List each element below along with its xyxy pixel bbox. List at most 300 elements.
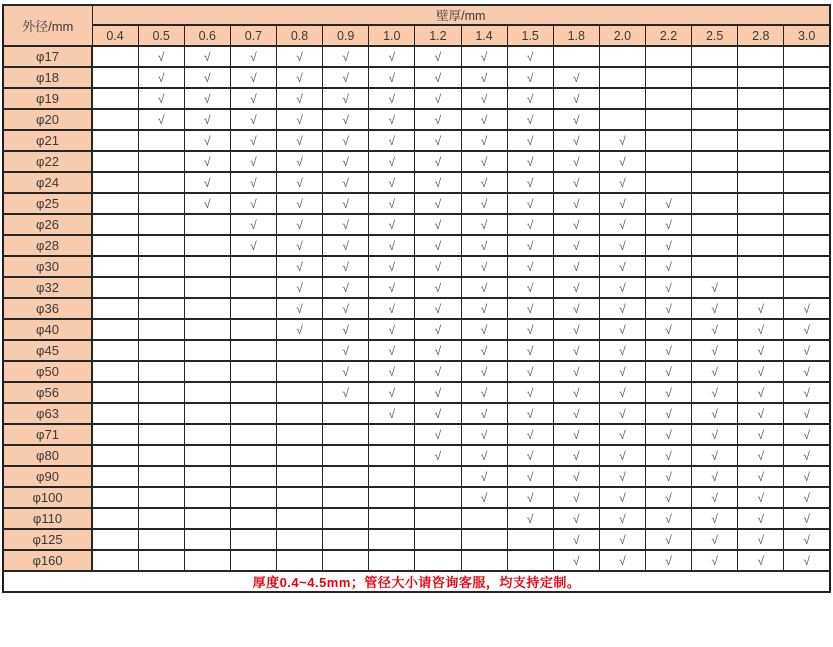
availability-check-cell: √ [738, 382, 784, 403]
availability-check-cell: √ [507, 466, 553, 487]
availability-check-cell: √ [230, 214, 276, 235]
availability-check-cell: √ [507, 487, 553, 508]
availability-check-cell: √ [323, 298, 369, 319]
empty-cell [92, 214, 138, 235]
table-row [3, 424, 830, 445]
empty-cell [738, 46, 784, 67]
table-row [3, 550, 830, 571]
availability-check-cell: √ [553, 67, 599, 88]
availability-check-cell: √ [369, 235, 415, 256]
empty-cell [92, 67, 138, 88]
availability-check-cell: √ [738, 550, 784, 571]
header-row-top [3, 5, 830, 25]
availability-check-cell: √ [230, 172, 276, 193]
availability-check-cell: √ [138, 46, 184, 67]
availability-check-cell: √ [646, 487, 692, 508]
empty-cell [599, 67, 645, 88]
empty-cell [138, 340, 184, 361]
empty-cell [138, 151, 184, 172]
empty-cell [92, 277, 138, 298]
availability-check-cell: √ [323, 151, 369, 172]
empty-cell [277, 445, 323, 466]
thickness-header-cell: 1.0 [369, 25, 415, 46]
diameter-cell: φ17 [3, 46, 92, 67]
availability-check-cell: √ [415, 193, 461, 214]
availability-check-cell: √ [369, 193, 415, 214]
availability-check-cell: √ [599, 277, 645, 298]
availability-check-cell: √ [553, 256, 599, 277]
table-row [3, 361, 830, 382]
empty-cell [784, 88, 830, 109]
empty-cell [692, 88, 738, 109]
wall-thickness-label: 壁厚/mm [92, 5, 830, 25]
empty-cell [784, 214, 830, 235]
availability-check-cell: √ [415, 256, 461, 277]
empty-cell [599, 109, 645, 130]
diameter-cell: φ90 [3, 466, 92, 487]
availability-check-cell: √ [507, 403, 553, 424]
availability-check-cell: √ [507, 424, 553, 445]
availability-check-cell: √ [553, 319, 599, 340]
empty-cell [738, 109, 784, 130]
availability-check-cell: √ [646, 445, 692, 466]
availability-check-cell: √ [507, 235, 553, 256]
empty-cell [738, 214, 784, 235]
table-row [3, 487, 830, 508]
availability-check-cell: √ [553, 550, 599, 571]
diameter-cell: φ45 [3, 340, 92, 361]
empty-cell [369, 466, 415, 487]
availability-check-cell: √ [323, 193, 369, 214]
empty-cell [461, 529, 507, 550]
availability-check-cell: √ [784, 466, 830, 487]
empty-cell [184, 529, 230, 550]
availability-check-cell: √ [553, 277, 599, 298]
availability-check-cell: √ [599, 445, 645, 466]
thickness-header-cell: 0.6 [184, 25, 230, 46]
availability-check-cell: √ [784, 550, 830, 571]
empty-cell [646, 67, 692, 88]
availability-check-cell: √ [738, 403, 784, 424]
empty-cell [646, 172, 692, 193]
table-row [3, 151, 830, 172]
availability-check-cell: √ [553, 109, 599, 130]
empty-cell [599, 46, 645, 67]
empty-cell [92, 172, 138, 193]
empty-cell [92, 508, 138, 529]
empty-cell [323, 550, 369, 571]
table-row [3, 508, 830, 529]
availability-check-cell: √ [415, 319, 461, 340]
availability-check-cell: √ [369, 151, 415, 172]
availability-check-cell: √ [461, 382, 507, 403]
availability-check-cell: √ [415, 298, 461, 319]
availability-check-cell: √ [599, 193, 645, 214]
table-row [3, 67, 830, 88]
empty-cell [277, 340, 323, 361]
empty-cell [738, 172, 784, 193]
empty-cell [230, 403, 276, 424]
empty-cell [138, 277, 184, 298]
availability-check-cell: √ [784, 319, 830, 340]
thickness-header-cell: 2.5 [692, 25, 738, 46]
availability-check-cell: √ [599, 361, 645, 382]
availability-check-cell: √ [553, 529, 599, 550]
availability-check-cell: √ [507, 508, 553, 529]
availability-check-cell: √ [507, 361, 553, 382]
availability-check-cell: √ [230, 235, 276, 256]
availability-check-cell: √ [599, 466, 645, 487]
availability-check-cell: √ [138, 109, 184, 130]
availability-check-cell: √ [599, 550, 645, 571]
empty-cell [692, 256, 738, 277]
availability-check-cell: √ [230, 130, 276, 151]
empty-cell [138, 382, 184, 403]
empty-cell [277, 529, 323, 550]
availability-check-cell: √ [323, 319, 369, 340]
availability-check-cell: √ [646, 529, 692, 550]
empty-cell [415, 508, 461, 529]
empty-cell [184, 403, 230, 424]
empty-cell [599, 88, 645, 109]
availability-check-cell: √ [461, 403, 507, 424]
availability-check-cell: √ [461, 46, 507, 67]
availability-check-cell: √ [277, 172, 323, 193]
empty-cell [138, 529, 184, 550]
availability-check-cell: √ [692, 340, 738, 361]
empty-cell [230, 361, 276, 382]
availability-check-cell: √ [553, 193, 599, 214]
availability-check-cell: √ [369, 277, 415, 298]
availability-check-cell: √ [369, 130, 415, 151]
empty-cell [415, 529, 461, 550]
availability-check-cell: √ [415, 277, 461, 298]
availability-check-cell: √ [415, 109, 461, 130]
table-row [3, 277, 830, 298]
table-row [3, 466, 830, 487]
availability-check-cell: √ [646, 466, 692, 487]
empty-cell [138, 466, 184, 487]
empty-cell [369, 529, 415, 550]
availability-check-cell: √ [369, 88, 415, 109]
empty-cell [692, 235, 738, 256]
availability-check-cell: √ [277, 256, 323, 277]
availability-check-cell: √ [599, 130, 645, 151]
availability-check-cell: √ [184, 193, 230, 214]
availability-check-cell: √ [784, 508, 830, 529]
diameter-cell: φ71 [3, 424, 92, 445]
availability-check-cell: √ [323, 67, 369, 88]
thickness-header-cell: 0.9 [323, 25, 369, 46]
availability-check-cell: √ [507, 151, 553, 172]
diameter-cell: φ63 [3, 403, 92, 424]
availability-check-cell: √ [230, 67, 276, 88]
thickness-header-cell: 1.5 [507, 25, 553, 46]
empty-cell [738, 130, 784, 151]
availability-check-cell: √ [461, 88, 507, 109]
empty-cell [738, 151, 784, 172]
availability-check-cell: √ [646, 340, 692, 361]
availability-check-cell: √ [646, 424, 692, 445]
availability-check-cell: √ [599, 172, 645, 193]
empty-cell [323, 403, 369, 424]
availability-check-cell: √ [415, 424, 461, 445]
diameter-cell: φ110 [3, 508, 92, 529]
diameter-cell: φ20 [3, 109, 92, 130]
availability-check-cell: √ [553, 214, 599, 235]
availability-check-cell: √ [323, 382, 369, 403]
availability-check-cell: √ [277, 151, 323, 172]
empty-cell [92, 151, 138, 172]
availability-check-cell: √ [599, 424, 645, 445]
empty-cell [461, 508, 507, 529]
availability-check-cell: √ [369, 340, 415, 361]
availability-check-cell: √ [461, 67, 507, 88]
availability-check-cell: √ [646, 319, 692, 340]
availability-check-cell: √ [461, 172, 507, 193]
empty-cell [784, 46, 830, 67]
availability-check-cell: √ [738, 340, 784, 361]
availability-check-cell: √ [553, 508, 599, 529]
empty-cell [738, 67, 784, 88]
availability-check-cell: √ [461, 193, 507, 214]
empty-cell [692, 193, 738, 214]
availability-check-cell: √ [184, 46, 230, 67]
empty-cell [692, 109, 738, 130]
availability-check-cell: √ [461, 487, 507, 508]
empty-cell [507, 550, 553, 571]
availability-check-cell: √ [646, 382, 692, 403]
empty-cell [277, 424, 323, 445]
availability-check-cell: √ [646, 214, 692, 235]
empty-cell [507, 529, 553, 550]
availability-check-cell: √ [553, 340, 599, 361]
availability-check-cell: √ [646, 193, 692, 214]
availability-check-cell: √ [738, 508, 784, 529]
availability-check-cell: √ [784, 403, 830, 424]
table-row [3, 340, 830, 361]
empty-cell [738, 235, 784, 256]
availability-check-cell: √ [369, 361, 415, 382]
availability-check-cell: √ [415, 151, 461, 172]
availability-check-cell: √ [646, 256, 692, 277]
availability-check-cell: √ [646, 550, 692, 571]
availability-check-cell: √ [277, 277, 323, 298]
diameter-cell: φ50 [3, 361, 92, 382]
availability-check-cell: √ [415, 67, 461, 88]
availability-check-cell: √ [553, 445, 599, 466]
availability-check-cell: √ [323, 277, 369, 298]
availability-check-cell: √ [738, 361, 784, 382]
diameter-cell: φ26 [3, 214, 92, 235]
empty-cell [92, 424, 138, 445]
availability-check-cell: √ [553, 466, 599, 487]
availability-check-cell: √ [415, 445, 461, 466]
empty-cell [646, 130, 692, 151]
empty-cell [738, 256, 784, 277]
diameter-cell: φ56 [3, 382, 92, 403]
empty-cell [784, 235, 830, 256]
thickness-header-cell: 2.0 [599, 25, 645, 46]
empty-cell [230, 382, 276, 403]
empty-cell [323, 508, 369, 529]
availability-check-cell: √ [646, 235, 692, 256]
availability-check-cell: √ [507, 130, 553, 151]
thickness-header-cell: 0.5 [138, 25, 184, 46]
empty-cell [92, 319, 138, 340]
empty-cell [92, 130, 138, 151]
availability-check-cell: √ [184, 109, 230, 130]
availability-check-cell: √ [692, 424, 738, 445]
availability-check-cell: √ [692, 550, 738, 571]
empty-cell [784, 193, 830, 214]
empty-cell [230, 550, 276, 571]
empty-cell [692, 46, 738, 67]
empty-cell [784, 109, 830, 130]
empty-cell [646, 88, 692, 109]
empty-cell [784, 151, 830, 172]
empty-cell [92, 46, 138, 67]
availability-check-cell: √ [230, 46, 276, 67]
availability-check-cell: √ [461, 235, 507, 256]
availability-check-cell: √ [692, 277, 738, 298]
empty-cell [369, 508, 415, 529]
empty-cell [184, 319, 230, 340]
availability-check-cell: √ [230, 109, 276, 130]
empty-cell [138, 298, 184, 319]
table-header [3, 5, 830, 46]
availability-check-cell: √ [461, 445, 507, 466]
availability-check-cell: √ [599, 403, 645, 424]
availability-check-cell: √ [507, 67, 553, 88]
availability-check-cell: √ [184, 130, 230, 151]
empty-cell [138, 487, 184, 508]
availability-check-cell: √ [553, 487, 599, 508]
availability-check-cell: √ [507, 109, 553, 130]
availability-check-cell: √ [138, 88, 184, 109]
empty-cell [184, 424, 230, 445]
empty-cell [277, 550, 323, 571]
availability-check-cell: √ [461, 256, 507, 277]
availability-check-cell: √ [230, 88, 276, 109]
empty-cell [184, 508, 230, 529]
table-row [3, 298, 830, 319]
availability-check-cell: √ [277, 130, 323, 151]
empty-cell [692, 151, 738, 172]
table-row [3, 382, 830, 403]
table-row [3, 130, 830, 151]
availability-check-cell: √ [507, 382, 553, 403]
availability-check-cell: √ [369, 172, 415, 193]
empty-cell [92, 382, 138, 403]
availability-check-cell: √ [323, 214, 369, 235]
availability-check-cell: √ [553, 424, 599, 445]
availability-check-cell: √ [692, 403, 738, 424]
availability-check-cell: √ [692, 466, 738, 487]
empty-cell [92, 193, 138, 214]
table-row [3, 109, 830, 130]
diameter-cell: φ125 [3, 529, 92, 550]
availability-check-cell: √ [415, 172, 461, 193]
empty-cell [92, 550, 138, 571]
empty-cell [692, 214, 738, 235]
availability-check-cell: √ [415, 382, 461, 403]
availability-check-cell: √ [461, 466, 507, 487]
availability-check-cell: √ [784, 445, 830, 466]
availability-check-cell: √ [277, 193, 323, 214]
empty-cell [138, 130, 184, 151]
availability-check-cell: √ [323, 340, 369, 361]
diameter-cell: φ40 [3, 319, 92, 340]
availability-check-cell: √ [461, 424, 507, 445]
availability-check-cell: √ [599, 382, 645, 403]
availability-check-cell: √ [461, 214, 507, 235]
availability-check-cell: √ [646, 403, 692, 424]
thickness-header-cell: 1.4 [461, 25, 507, 46]
availability-check-cell: √ [553, 172, 599, 193]
availability-check-cell: √ [553, 382, 599, 403]
empty-cell [230, 340, 276, 361]
thickness-header-cell: 0.4 [92, 25, 138, 46]
availability-check-cell: √ [277, 88, 323, 109]
empty-cell [184, 340, 230, 361]
diameter-cell: φ30 [3, 256, 92, 277]
empty-cell [230, 466, 276, 487]
empty-cell [230, 319, 276, 340]
empty-cell [415, 466, 461, 487]
empty-cell [415, 487, 461, 508]
empty-cell [230, 298, 276, 319]
empty-cell [92, 340, 138, 361]
empty-cell [138, 172, 184, 193]
availability-check-cell: √ [323, 109, 369, 130]
availability-check-cell: √ [277, 46, 323, 67]
empty-cell [184, 235, 230, 256]
availability-check-cell: √ [323, 46, 369, 67]
availability-check-cell: √ [415, 88, 461, 109]
empty-cell [184, 256, 230, 277]
empty-cell [92, 403, 138, 424]
table-row [3, 46, 830, 67]
availability-check-cell: √ [323, 256, 369, 277]
availability-check-cell: √ [230, 193, 276, 214]
availability-check-cell: √ [415, 403, 461, 424]
availability-check-cell: √ [738, 445, 784, 466]
empty-cell [92, 487, 138, 508]
diameter-cell: φ25 [3, 193, 92, 214]
empty-cell [692, 172, 738, 193]
empty-cell [323, 529, 369, 550]
availability-check-cell: √ [738, 487, 784, 508]
availability-check-cell: √ [646, 361, 692, 382]
availability-check-cell: √ [507, 298, 553, 319]
empty-cell [138, 256, 184, 277]
empty-cell [692, 67, 738, 88]
empty-cell [369, 445, 415, 466]
availability-check-cell: √ [184, 172, 230, 193]
table-row [3, 193, 830, 214]
table-body [3, 46, 830, 571]
availability-check-cell: √ [784, 487, 830, 508]
availability-check-cell: √ [369, 403, 415, 424]
availability-check-cell: √ [415, 46, 461, 67]
empty-cell [369, 487, 415, 508]
empty-cell [184, 445, 230, 466]
diameter-cell: φ32 [3, 277, 92, 298]
empty-cell [184, 214, 230, 235]
availability-check-cell: √ [599, 256, 645, 277]
availability-check-cell: √ [415, 361, 461, 382]
